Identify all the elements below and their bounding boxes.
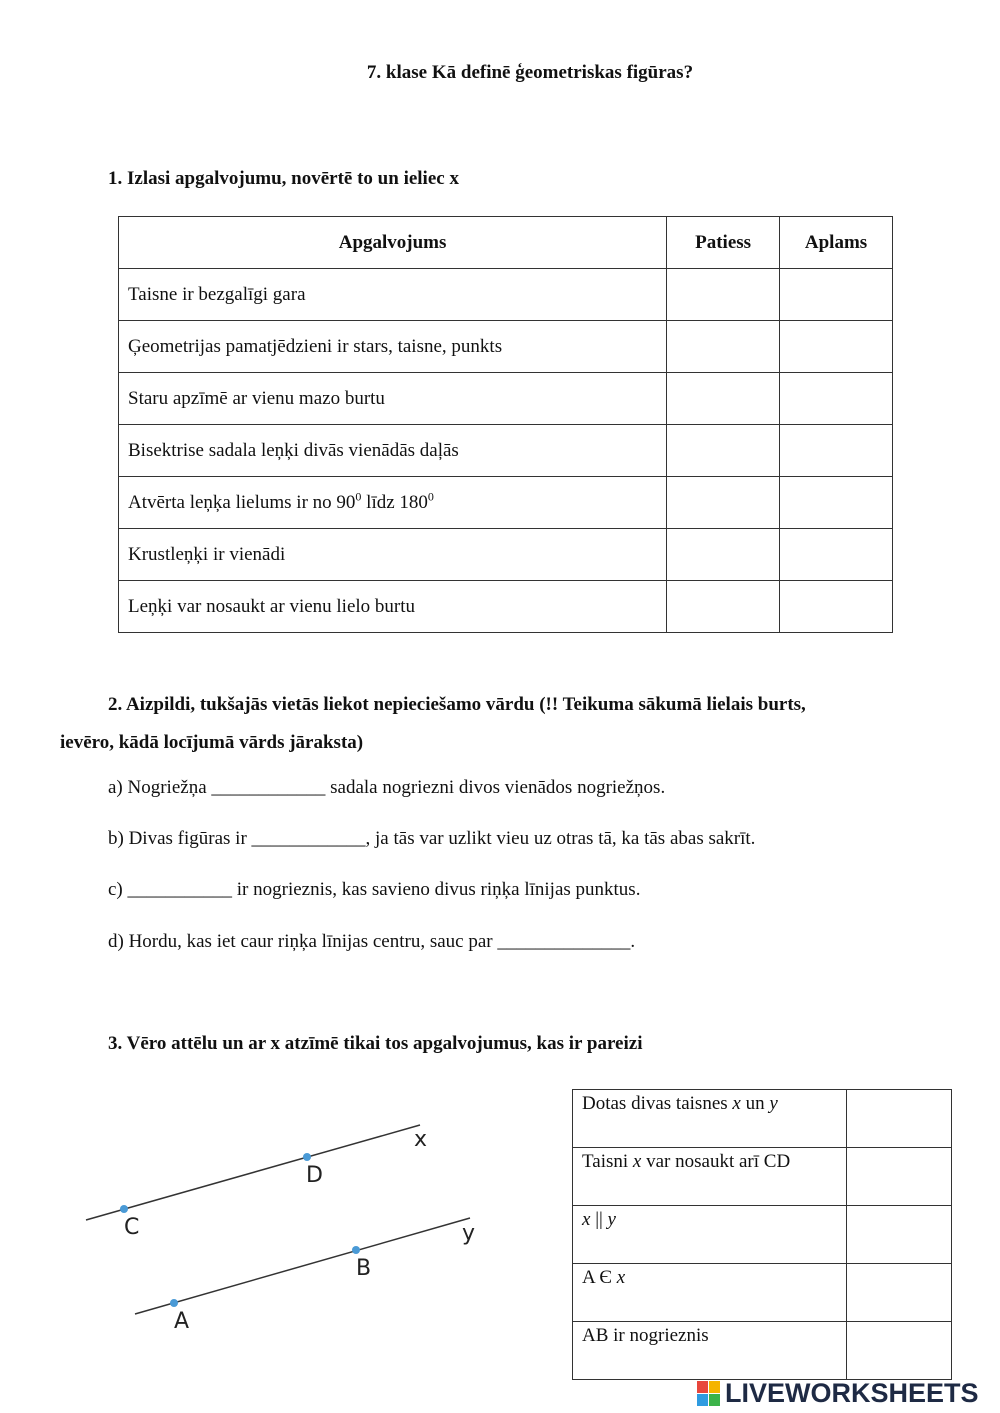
superscript: 0	[427, 489, 434, 504]
label-y: y	[462, 1221, 476, 1246]
statement-text: ||	[590, 1209, 608, 1230]
col-header-true: Patiess	[667, 217, 780, 269]
col-header-false: Aplams	[780, 217, 893, 269]
false-answer-cell[interactable]	[780, 425, 893, 477]
table-row	[573, 1148, 952, 1206]
statement-text: Atvērta leņķa lielums ir no 90	[128, 491, 356, 513]
table-row	[119, 529, 893, 581]
table-row	[573, 1206, 952, 1264]
point-a	[170, 1299, 178, 1307]
answer-cell[interactable]	[847, 1206, 952, 1264]
table-row	[119, 581, 893, 633]
true-answer-cell[interactable]	[667, 373, 780, 425]
statement-text: līdz 180	[361, 491, 428, 513]
false-answer-cell[interactable]	[780, 373, 893, 425]
statement-var: y	[769, 1093, 778, 1114]
table-row	[119, 269, 893, 321]
q1-header-row	[119, 217, 893, 269]
false-answer-cell[interactable]	[780, 269, 893, 321]
statement-cell: AB ir nogrieznis	[573, 1322, 847, 1380]
answer-cell[interactable]	[847, 1322, 952, 1380]
true-answer-cell[interactable]	[667, 529, 780, 581]
geometry-figure	[80, 1110, 490, 1340]
table-row	[573, 1090, 952, 1148]
q2-heading-line1: 2. Aizpildi, tukšajās vietās liekot nepieciešamo vārdu (!! Teikuma sākumā lielais burts,	[108, 694, 806, 715]
true-answer-cell[interactable]	[667, 477, 780, 529]
point-c	[120, 1205, 128, 1213]
label-a: A	[174, 1309, 190, 1334]
statement-text: Dotas divas taisnes	[582, 1093, 733, 1114]
page-title: 7. klase Kā definē ģeometriskas figūras?	[366, 62, 694, 83]
statement-text: var nosaukt arī CD	[641, 1151, 791, 1172]
false-answer-cell[interactable]	[780, 477, 893, 529]
statement-var: y	[607, 1209, 616, 1230]
col-header-statement: Apgalvojums	[119, 217, 667, 269]
true-answer-cell[interactable]	[667, 425, 780, 477]
statement-cell: Taisne ir bezgalīgi gara	[119, 269, 667, 321]
false-answer-cell[interactable]	[780, 581, 893, 633]
statement-cell	[573, 1148, 847, 1206]
q2-heading-line2: ievēro, kādā locījumā vārds jāraksta)	[60, 732, 364, 753]
q3-heading: 3. Vēro attēlu un ar x atzīmē tikai tos apgalvojumus, kas ir pareizi	[108, 1033, 643, 1054]
true-answer-cell[interactable]	[667, 269, 780, 321]
label-x: x	[414, 1127, 428, 1152]
table-row	[119, 373, 893, 425]
line-y	[135, 1218, 470, 1314]
statement-cell: Krustleņķi ir vienādi	[119, 529, 667, 581]
fill-sentence-d[interactable]: d) Hordu, kas iet caur riņķa līnijas centru, sauc par ______________.	[108, 931, 636, 952]
label-d: D	[306, 1163, 323, 1188]
statement-cell	[573, 1264, 847, 1322]
statement-cell: Leņķi var nosaukt ar vienu lielo burtu	[119, 581, 667, 633]
q2-heading	[60, 686, 930, 762]
superscript: 0	[355, 489, 362, 504]
statement-cell	[119, 477, 667, 529]
statement-var: x	[732, 1093, 741, 1114]
table-row	[119, 477, 893, 529]
q1-heading: 1. Izlasi apgalvojumu, novērtē to un ieliec x	[108, 168, 459, 189]
answer-cell[interactable]	[847, 1090, 952, 1148]
table-row	[573, 1264, 952, 1322]
false-answer-cell[interactable]	[780, 321, 893, 373]
answer-cell[interactable]	[847, 1148, 952, 1206]
true-answer-cell[interactable]	[667, 581, 780, 633]
statement-var: x	[616, 1267, 626, 1288]
q1-table	[118, 216, 893, 633]
statement-var: x	[582, 1209, 591, 1230]
logo-icon	[697, 1381, 721, 1407]
statement-text: Taisni	[582, 1151, 633, 1172]
table-row	[573, 1322, 952, 1380]
statement-cell	[573, 1206, 847, 1264]
table-row	[119, 425, 893, 477]
fill-sentence-b[interactable]: b) Divas figūras ir ____________, ja tās var uzlikt vieu uz otras tā, ka tās abas sakrīt.	[108, 828, 756, 849]
statement-var: x	[632, 1151, 642, 1172]
line-x	[86, 1125, 420, 1220]
statement-cell	[573, 1090, 847, 1148]
statement-cell: Staru apzīmē ar vienu mazo burtu	[119, 373, 667, 425]
false-answer-cell[interactable]	[780, 529, 893, 581]
label-c: C	[124, 1215, 140, 1240]
logo-text: LIVEWORKSHEETS	[725, 1378, 979, 1408]
point-d	[303, 1153, 311, 1161]
q3-table	[572, 1089, 952, 1380]
label-b: B	[356, 1256, 372, 1281]
table-row	[119, 321, 893, 373]
liveworksheets-logo	[697, 1378, 997, 1410]
fill-sentence-a[interactable]: a) Nogriežņa ____________ sadala nogriezni divos vienādos nogriežņos.	[108, 777, 666, 798]
fill-sentence-c[interactable]: c) ___________ ir nogrieznis, kas savieno divus riņķa līnijas punktus.	[108, 879, 641, 900]
statement-cell: Bisektrise sadala leņķi divās vienādās daļās	[119, 425, 667, 477]
answer-cell[interactable]	[847, 1264, 952, 1322]
statement-cell: Ģeometrijas pamatjēdzieni ir stars, taisne, punkts	[119, 321, 667, 373]
true-answer-cell[interactable]	[667, 321, 780, 373]
statement-text: A Є	[582, 1267, 617, 1288]
point-b	[352, 1246, 360, 1254]
statement-text: un	[740, 1093, 770, 1114]
